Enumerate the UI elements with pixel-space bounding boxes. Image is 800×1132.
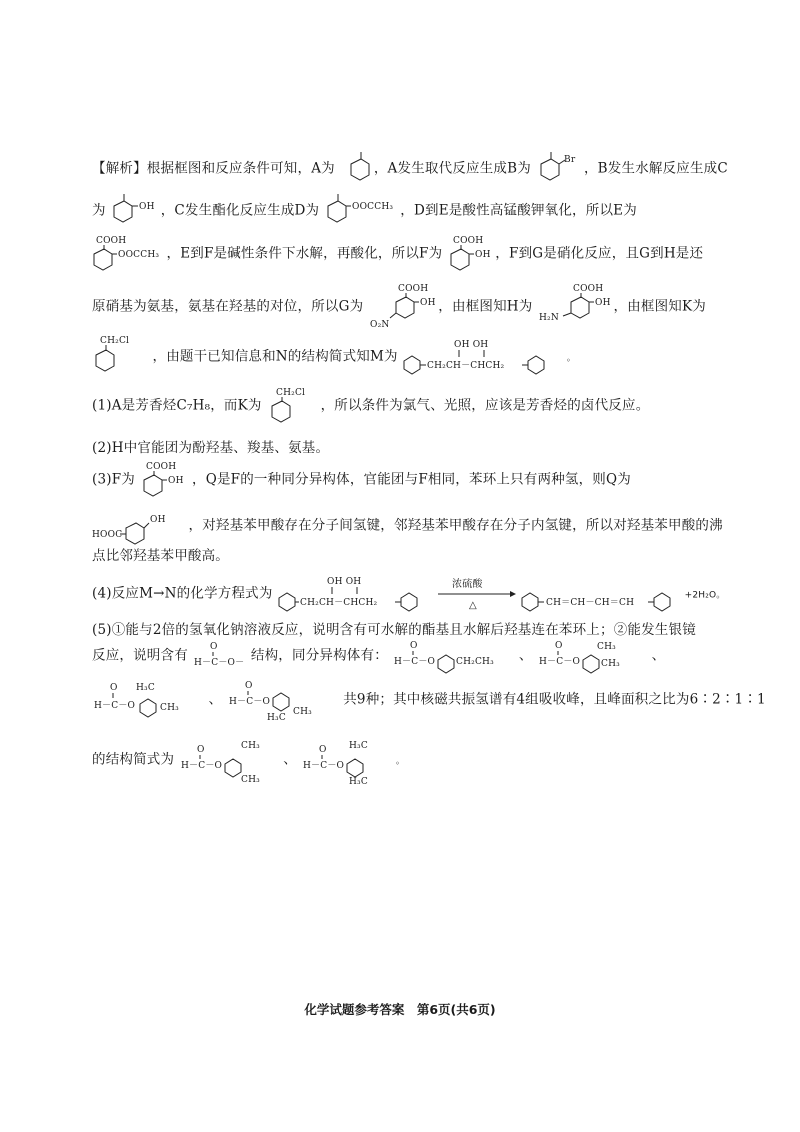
methyl-label: CH₃ [240, 741, 260, 751]
toluene-structure [339, 152, 369, 186]
salicylic-acid-structure [140, 460, 188, 500]
formate-group-structure [192, 641, 246, 671]
question-5-line-2 [92, 640, 665, 672]
cooh-label: COOH [397, 284, 429, 294]
text: ，D到E是酸性高锰酸钾氧化，所以E为 [400, 202, 637, 219]
o-label: O [110, 683, 118, 693]
cooh-label: COOH [96, 236, 127, 246]
formyl-label: H－C－O [228, 697, 270, 707]
text: +2H₂O。 [684, 590, 726, 601]
question-3 [92, 460, 631, 500]
ch2cl-label: CH₂Cl [276, 388, 306, 398]
formyl-label: H－C－O [394, 657, 436, 667]
text: 原硝基为氨基，氨基在羟基的对位，所以G为 [92, 298, 364, 315]
o-label: O [410, 641, 418, 651]
text: 为 [92, 202, 106, 219]
text: 、 [518, 647, 533, 664]
br-label: Br [564, 155, 576, 165]
question-2 [92, 436, 329, 456]
oh-label: OH [419, 298, 436, 308]
o-label: O [196, 745, 205, 755]
text: 。 [395, 756, 406, 767]
chain-label: CH₂CH－CHCH₂ [427, 361, 505, 371]
text: 点比邻羟基苯甲酸高。 [92, 548, 229, 564]
oh-label: OH [150, 515, 166, 525]
text: 。 [566, 353, 576, 364]
text: 的结构简式为 [92, 751, 175, 768]
salicylic-acid-structure [447, 234, 491, 274]
text: ，由题干已知信息和N的结构简式知M为 [152, 348, 398, 365]
text: 反应，说明含有 [92, 647, 188, 664]
analysis-line-2 [92, 194, 637, 228]
formyl-label: H－C－O－ [194, 658, 245, 668]
question-4 [92, 574, 726, 614]
cresol-structure [110, 194, 156, 228]
oh-pair-label: OH OH [454, 340, 489, 350]
methyl-label: H₃C [136, 683, 155, 693]
isomer-dimethyl-3-structure [227, 680, 339, 723]
methyl-label: H₃C [349, 777, 369, 787]
benzyl-chloride-structure [92, 334, 148, 380]
text: 【解析】根据框图和反应条件可知，A为 [92, 160, 335, 177]
question-3-line-2 [92, 508, 723, 544]
formyl-label: H－C－O [180, 761, 222, 771]
isomer-dimethyl-1-structure [537, 640, 647, 672]
methyl-label: CH₃ [240, 775, 260, 785]
question-5-line-3 [92, 680, 766, 723]
question-5-line-4 [92, 738, 406, 787]
condition-heat: △ [468, 600, 477, 611]
oh-label: OH [474, 250, 491, 260]
text: ，由框图知H为 [438, 298, 533, 315]
isomer-dimethyl-2-structure [92, 680, 204, 720]
analysis-line-3 [92, 234, 703, 274]
text: (3)F为 [92, 471, 135, 488]
benzyl-chloride-structure [266, 386, 316, 426]
methyl-label: H₃C [349, 741, 369, 751]
ethyl-label: CH₂CH₃ [456, 657, 495, 667]
text: ，所以条件为氯气、光照，应该是芳香烃的卤代反应。 [320, 397, 650, 414]
oh-label: OH [139, 202, 155, 212]
answer-isomer-1-structure [179, 738, 279, 785]
text: ，F到G是硝化反应，且G到H是还 [495, 245, 704, 262]
text: ，E到F是碱性条件下水解，再酸化，所以F为 [166, 245, 443, 262]
o-label: O [319, 745, 327, 755]
methyl-label: CH₃ [601, 659, 621, 669]
methyl-label: CH₃ [292, 707, 312, 717]
methyl-label: CH₃ [597, 642, 617, 652]
o-label: O [210, 642, 218, 652]
o-label: O [555, 641, 563, 651]
ch2cl-label: CH₂Cl [100, 336, 130, 346]
cooh-label: COOH [452, 236, 484, 246]
diol-m-structure [402, 337, 562, 377]
formyl-label: H－C－O [94, 701, 136, 711]
no2-label: O₂N [369, 320, 390, 330]
text: ，由框图知K为 [613, 298, 706, 315]
oh-label: OH [167, 476, 184, 486]
text: 、 [651, 647, 666, 664]
ester-d-structure [324, 194, 396, 228]
question-1 [92, 386, 649, 426]
formyl-label: H－C－O [539, 657, 581, 667]
text: (4)反应M→N的化学方程式为 [92, 585, 273, 602]
ester-label: OOCCH₃ [351, 202, 393, 212]
question-3-line-3 [92, 544, 229, 564]
cooh-label: COOH [145, 462, 176, 472]
text: ，Q是F的一种同分异构体，官能团与F相同，苯环上只有两种氢，则Q为 [192, 471, 631, 488]
oh-pair-label: OH OH [327, 577, 362, 587]
nh2-label: H₂N [538, 313, 559, 323]
text: ，C发生酯化反应生成D为 [160, 202, 320, 219]
nitro-salicylic-structure [368, 282, 434, 332]
text: 共9种；其中核磁共振氢谱有4组吸收峰，且峰面积之比为6∶2∶1∶1 [343, 691, 766, 708]
hooc-label: HOOC [92, 530, 123, 540]
acid-ester-e-structure [90, 234, 162, 274]
text: ，A发生取代反应生成B为 [373, 160, 531, 177]
text: (2)H中官能团为酚羟基、羧基、氨基。 [92, 440, 330, 456]
oh-label: OH [594, 298, 611, 308]
answer-isomer-2-structure [301, 738, 391, 787]
methyl-label: CH₃ [160, 703, 179, 713]
question-5 [92, 618, 696, 638]
text: 、 [208, 691, 223, 708]
ester-label: OOCCH₃ [118, 250, 160, 260]
analysis-line-4 [92, 282, 706, 332]
isomer-ethyl-structure [392, 640, 514, 672]
analysis-line-5 [92, 334, 576, 380]
product-n-structure [520, 574, 680, 614]
cooh-label: COOH [572, 284, 604, 294]
o-label: O [244, 681, 253, 691]
diene-label: CH＝CH－CH＝CH [546, 598, 635, 608]
analysis-line-1 [92, 152, 728, 186]
reaction-arrow [434, 574, 516, 614]
text: ，B发生水解反应生成C [583, 160, 728, 177]
formyl-label: H－C－O [303, 761, 345, 771]
para-hydroxybenzoic-structure [92, 508, 184, 544]
bromotoluene-structure [535, 152, 579, 186]
reactant-m-structure [277, 574, 429, 614]
text: 结构，同分异构体有： [250, 647, 388, 664]
text: (5)①能与2倍的氢氧化钠溶液反应，说明含有可水解的酯基且水解后羟基连在苯环上；②能发生银镜 [92, 622, 696, 638]
page-footer: 化学试题参考答案 第6页(共6页) [304, 1002, 496, 1017]
chain-label: CH₂CH－CHCH₂ [300, 598, 378, 608]
text: (1)A是芳香烃C₇H₈，而K为 [92, 397, 262, 414]
condition-acid: 浓硫酸 [451, 579, 483, 590]
text: 、 [283, 751, 297, 768]
text: ，对羟基苯甲酸存在分子间氢键，邻羟基苯甲酸存在分子内氢键，所以对羟基苯甲酸的沸 [188, 517, 723, 534]
amino-salicylic-structure [537, 282, 609, 332]
methyl-label: H₃C [266, 713, 286, 723]
